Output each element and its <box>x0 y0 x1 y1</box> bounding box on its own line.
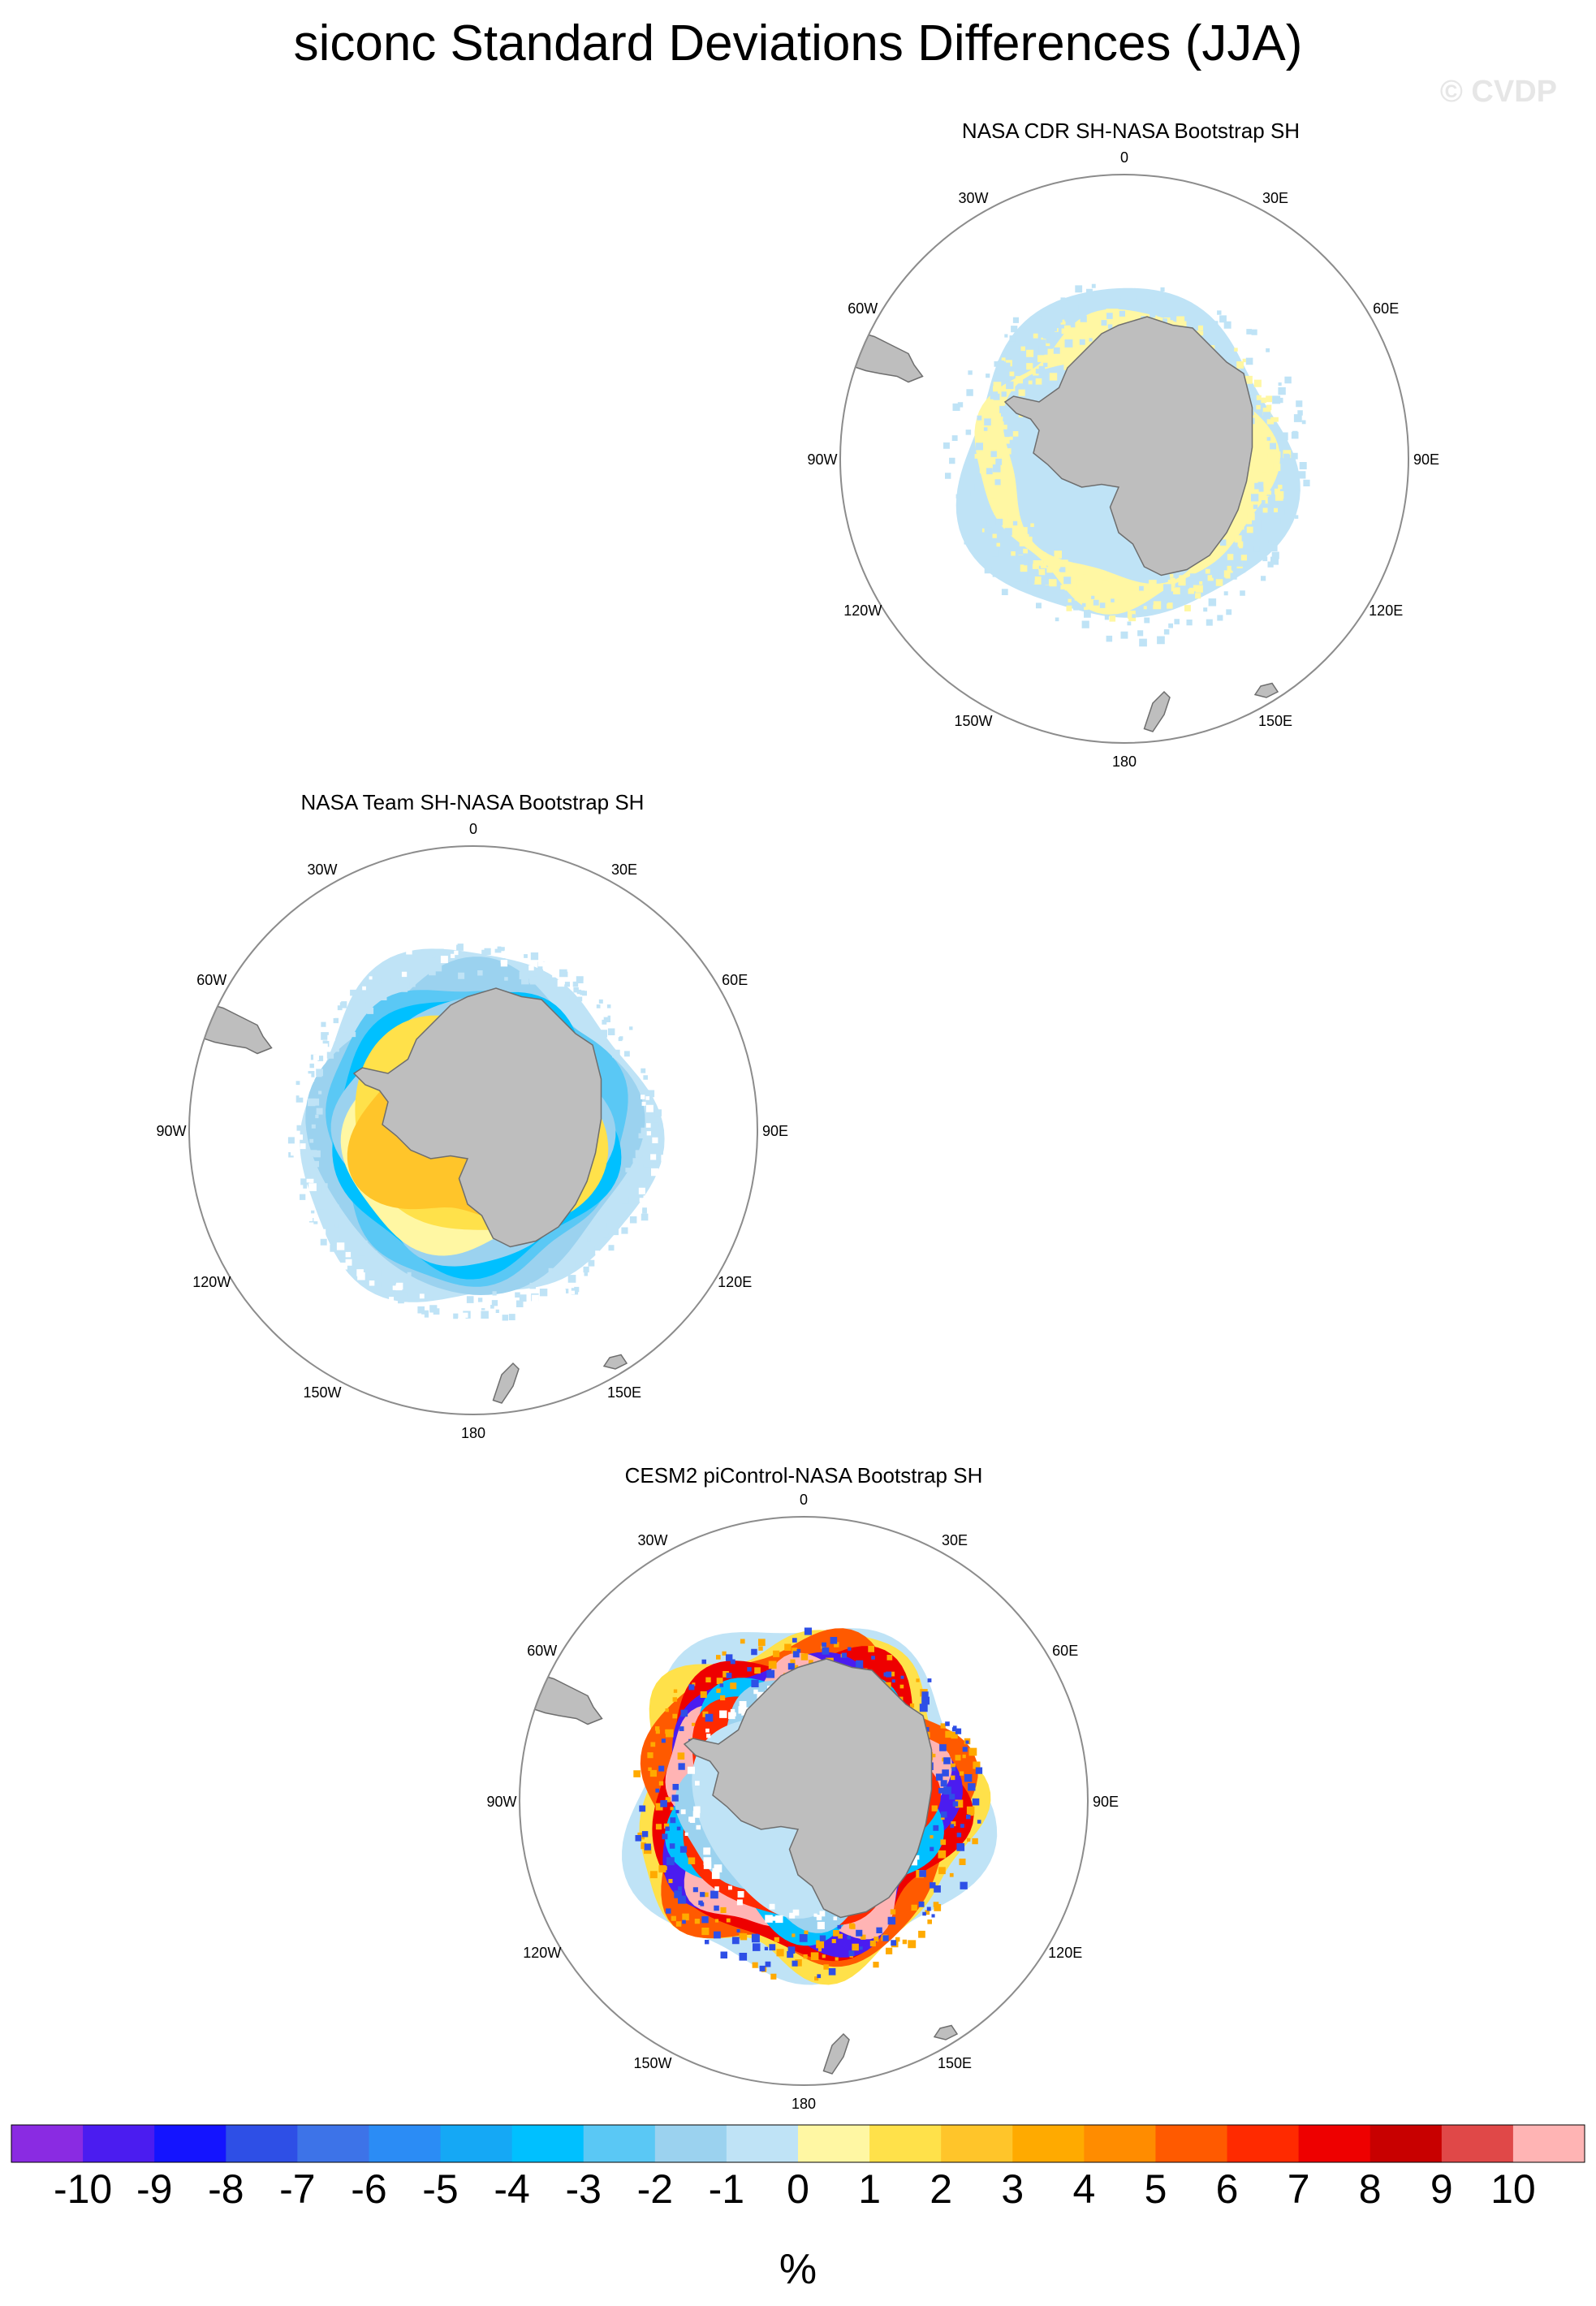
colorbar-swatch <box>941 2125 1013 2162</box>
units-label: % <box>779 2246 817 2293</box>
colorbar-tick-label: -3 <box>565 2166 602 2212</box>
map-field <box>840 175 1408 743</box>
lon-label: 180 <box>791 2096 817 2112</box>
lon-label: 90W <box>156 1123 187 1139</box>
lon-label: 30W <box>958 189 989 206</box>
map-field <box>520 1517 1088 2085</box>
colorbar-swatch <box>1370 2125 1443 2162</box>
lon-label: 180 <box>1111 754 1137 770</box>
colorbar-swatch <box>727 2125 799 2162</box>
colorbar-swatch <box>1012 2125 1085 2162</box>
lon-label: 150W <box>303 1384 342 1401</box>
lon-label: 90W <box>807 451 838 468</box>
colorbar-swatch <box>297 2125 369 2162</box>
colorbar-tick-label: 3 <box>1001 2166 1024 2212</box>
colorbar-swatch <box>11 2125 84 2162</box>
map-field <box>189 846 757 1414</box>
panel-3-title: CESM2 piControl-NASA Bootstrap SH <box>624 1463 983 1488</box>
lon-label: 0 <box>1119 149 1129 166</box>
lon-label: 30W <box>637 1531 668 1548</box>
panel-1-title: NASA CDR SH-NASA Bootstrap SH <box>961 119 1301 143</box>
polar-map-2 <box>156 821 788 1441</box>
lon-label: 120E <box>1048 1945 1083 1961</box>
colorbar-tick-label: 7 <box>1287 2166 1310 2212</box>
lon-label: 120W <box>523 1945 562 1961</box>
colorbar-swatch <box>1442 2125 1514 2162</box>
lon-label: 150W <box>954 713 993 730</box>
lon-label: 60W <box>196 972 227 988</box>
lon-label: 120E <box>1369 602 1404 619</box>
lon-label: 60E <box>722 972 748 988</box>
lon-label: 30W <box>307 861 338 878</box>
colorbar <box>11 2125 1585 2212</box>
panel-2-title: NASA Team SH-NASA Bootstrap SH <box>300 790 645 814</box>
lon-label: 60E <box>1373 300 1400 317</box>
colorbar-tick-label: 6 <box>1215 2166 1239 2212</box>
colorbar-swatch <box>369 2125 441 2162</box>
colorbar-tick-label: 1 <box>858 2166 882 2212</box>
colorbar-swatch <box>655 2125 727 2162</box>
colorbar-tick-label: -1 <box>708 2166 745 2212</box>
lon-label: 30E <box>1262 189 1289 206</box>
colorbar-tick-label: -10 <box>53 2166 113 2212</box>
lon-label: 90E <box>1092 1794 1119 1810</box>
colorbar-swatch <box>1084 2125 1156 2162</box>
watermark: © CVDP <box>1439 75 1557 109</box>
colorbar-swatch <box>798 2125 870 2162</box>
lon-label: 60W <box>527 1643 558 1659</box>
colorbar-swatch <box>869 2125 942 2162</box>
colorbar-tick-label: 0 <box>787 2166 809 2212</box>
lon-label: 90W <box>486 1794 517 1810</box>
lon-label: 150E <box>1257 713 1293 730</box>
colorbar-tick-label: -4 <box>494 2166 530 2212</box>
colorbar-swatch <box>226 2125 298 2162</box>
lon-label: 0 <box>799 1492 809 1508</box>
lon-label: 150E <box>937 2055 973 2072</box>
lon-label: 180 <box>460 1425 486 1441</box>
lon-label: 0 <box>468 821 478 837</box>
colorbar-swatch <box>1299 2125 1371 2162</box>
lon-label: 30E <box>941 1531 968 1548</box>
polar-map-3 <box>486 1492 1119 2112</box>
colorbar-swatch <box>441 2125 513 2162</box>
colorbar-swatch <box>1155 2125 1227 2162</box>
colorbar-swatch <box>83 2125 155 2162</box>
lon-label: 60W <box>848 300 878 317</box>
colorbar-tick-label: -5 <box>422 2166 459 2212</box>
lon-label: 120E <box>718 1274 753 1290</box>
lon-label: 30E <box>610 861 638 878</box>
colorbar-tick-label: 10 <box>1490 2166 1536 2212</box>
lon-label: 120W <box>843 602 882 619</box>
colorbar-swatch <box>584 2125 656 2162</box>
colorbar-swatch <box>1513 2125 1585 2162</box>
colorbar-tick-label: -2 <box>636 2166 674 2212</box>
colorbar-tick-label: -7 <box>279 2166 316 2212</box>
lon-label: 120W <box>192 1274 231 1290</box>
figure-title: siconc Standard Deviations Differences (JJA) <box>293 15 1303 71</box>
colorbar-tick-label: -6 <box>351 2166 387 2212</box>
colorbar-swatch <box>1227 2125 1300 2162</box>
colorbar-tick-label: 2 <box>930 2166 953 2212</box>
lon-label: 60E <box>1052 1643 1079 1659</box>
colorbar-swatch <box>512 2125 584 2162</box>
colorbar-tick-label: 4 <box>1072 2166 1096 2212</box>
colorbar-tick-label: 8 <box>1358 2166 1382 2212</box>
colorbar-tick-label: 5 <box>1144 2166 1167 2212</box>
colorbar-tick-label: 9 <box>1430 2166 1453 2212</box>
lon-label: 150W <box>633 2055 672 2072</box>
polar-map-1 <box>807 149 1439 770</box>
lon-label: 90E <box>761 1123 789 1139</box>
colorbar-swatch <box>154 2125 226 2162</box>
colorbar-tick-label: -8 <box>208 2166 244 2212</box>
colorbar-tick-label: -9 <box>136 2166 173 2212</box>
lon-label: 150E <box>606 1384 642 1401</box>
lon-label: 90E <box>1413 451 1440 468</box>
